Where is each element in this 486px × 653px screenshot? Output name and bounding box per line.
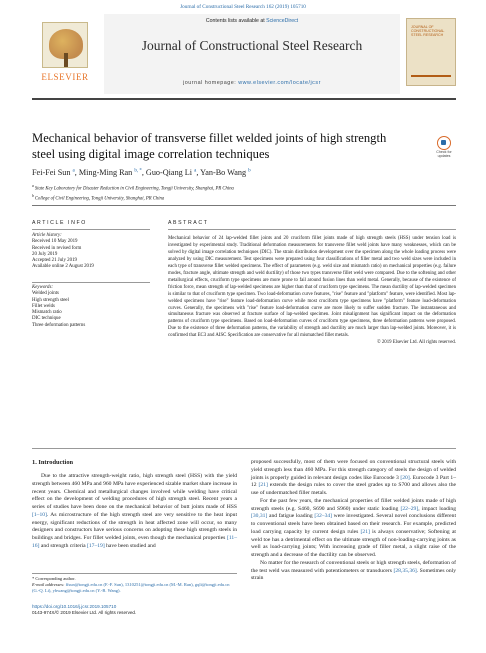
author-affiliation-marker[interactable]: b, * [134,168,142,174]
contents-prefix: Contents lists available at [205,18,267,24]
affiliation-line [32,193,456,203]
article-history [32,233,150,271]
author-affiliation-marker[interactable]: a [72,168,75,174]
intro-text: For the past few years, the mechanical properties of fillet welded joints made of high strength steels (e.g. S460, S690 and S960) under static loading [251,497,456,512]
copyright-notice: © 2019 Elsevier Ltd. All rights reserved. [376,340,456,346]
intro-text: and strength criteria [39,542,87,549]
keyword-item: Three deformation patterns [32,322,86,328]
intro-text: No matter for the research of conventional steels or high strength steels, deformation of the test weld was measured with potentiometers or transducers [251,559,456,574]
author-name[interactable]: Guo-Qiang Li [145,168,195,177]
issn-line: 0143-974X/© 2019 Elsevier Ltd. All rights reserved. [32,610,137,616]
intro-text: . Eurocode 3 Part 1–12 [251,474,457,489]
journal-header [32,14,456,94]
citation-link[interactable]: [32–34] [314,513,333,520]
header-divider [32,98,456,100]
elsevier-wordmark: ELSEVIER [41,72,89,82]
journal-reference[interactable]: Journal of Constructional Steel Research 162 (2019) 105710 [180,4,306,10]
homepage-prefix: journal homepage: [183,80,239,86]
email-list[interactable]: ffsun@tongji.edu.cn (F.-F. Sun), 1310251@tongji.edu.cn (M.-M. Ran), gqli@tongji.edu.cn (G.-Q. Li), ybwang@tongji.edu.cn (Y.-B. Wang). [32,582,230,594]
keywords-label: Keywords: [32,282,150,291]
intro-text: Due to the attractive strength-weight ratio, high strength steel (HSS) with the yield strength between 460 MPa and 960 MPa have experienced sizable market share increase in recent years. Chemical and metallurgical changes involved while welding have critical effect on the development of welding procedures of high strength steel. Recent years a series of studies have been done on the mechanical behavior of butt joints made of HSS [32,473,237,510]
citation-link[interactable]: [28,35,36] [393,567,417,574]
tree-icon [42,22,88,68]
author-affiliation-marker[interactable]: a [194,168,197,174]
intro-text: proposed successfully, most of them were focused on conventional structural steels with yield strength less than 460 MPa. For this strength category of steels the design of welded joints is properly guided in relevant design codes like Eurocode 3 [251,459,456,481]
keywords [32,282,150,329]
intro-text: . As microstructure of the high strength steel are very sensitive to the heat input energy, significant reductions of the strength in heat affected zone will occur, so many designers and constructors have serious concerns on adopting these high strength steels in buildings and bridges. For fillet welded joints, even though the mechanical properties [32,511,237,541]
author-separator: , [196,168,201,177]
affiliation-marker: b [32,193,35,198]
email-label: E-mail addresses: [32,582,65,588]
intro-text: is always conservative; Softening at weld toe has a detrimental effect on the ultimate strength of non-loading-carrying joints as well as load-carrying joints; With increasing grade of filler metal, a slight raise of the strength and a decrease of the ductility can be observed. [251,528,456,558]
intro-paragraph [32,473,237,551]
author-affiliation-marker[interactable]: b [248,168,251,174]
check-updates-icon [437,136,451,150]
journal-homepage [104,80,400,86]
intro-paragraph [251,498,456,560]
email-addresses [32,582,237,594]
intro-left-column [32,473,237,551]
keyword-item: Mismatch ratio [32,310,62,316]
journal-banner [104,14,400,94]
history-item: Available online 2 August 2019 [32,264,94,270]
elsevier-logo[interactable] [32,22,98,86]
affiliation-text: College of Civil Engineering, Tongji University, Shanghai, PR China [34,196,165,202]
keyword-item: Welded joints [32,291,59,297]
intro-paragraph [251,459,456,498]
corresponding-author-note: * Corresponding author. [32,576,76,581]
intro-text: , impact loading [418,505,456,512]
journal-title: Journal of Constructional Steel Research [141,38,363,53]
footnote [32,573,237,595]
doi-link[interactable]: https://doi.org/10.1016/j.jcsr.2019.105710 [32,604,117,609]
keyword-item: High strength steel [32,297,69,303]
authors-divider [32,205,456,206]
affiliation-marker: a [32,184,35,188]
citation-link[interactable]: [21] [360,528,370,535]
intro-text: and fatigue loading [267,513,315,520]
intro-text: were investigated. Several novel conclusions different to conventional steels have been obtained based on their research. For example, predicted load carrying capacity by current design rules [251,513,456,535]
cover-title: JOURNAL OF CONSTRUCTIONAL STEEL RESEARCH [411,25,445,38]
history-label: Article history: [32,233,62,238]
homepage-link[interactable]: www.elsevier.com/locate/jcsr [238,80,321,86]
keyword-item: DIC technique [32,316,61,322]
citation-link[interactable]: [11–16] [32,535,237,549]
abstract-heading: ABSTRACT [168,220,209,226]
author-name[interactable]: Yan-Bo Wang [200,168,249,177]
cover-decoration [411,75,451,77]
author-name[interactable]: Ming-Ming Ran [78,168,135,177]
history-item: 20 July 2019 [32,251,58,257]
keyword-item: Fillet welds [32,303,55,309]
citation-link[interactable]: [22–29] [400,505,419,512]
abstract-text: Mechanical behavior of 24 lap-welded fillet joints and 20 cruciform fillet joints made of high strength steels (HSS) under tension load is investigated by experimental study. Traditional deformation measurements for transverse fillet weld joints have many weaknesses, which can be solved by digital image correlation techniques (DIC). The strain distribution development over the specimen along the whole loading process were analyzed by using DIC measurement. Test specimens were prepared using four classifications of filler metal and two weld sizes were included in each type of transverse fillet welded specimens. The effect of parameters (e.g. weld size and mismatch ratio) on mechanical properties (e.g. failure modes, fracture angle, ultimate strength and weld ductility) of those two types transverse fillet weld were compared. Due to the softening and other metallurgical effects, cruciform type specimens are more prone to fail around fusion lines than weld metal. Generally, because of the existence of friction force, mean strength of lap-welded specimens are higher than that of cruciform type specimens. The mean ductility of lap-welded specimen is similar to that of cruciform type specimen. Two load-deformation curve features, "rise" feature and "platform" feature, were identified. Most lap-welded specimens have "rise" feature load-deformation curve while most cruciform type specimens have "platform" feature load-deformation curves. Generally, the specimens with "rise" feature load-deformation curve are more likely to suffer sudden fracture. The instantaneous and simultaneous fracture was observed at fracture surface of lap-welded specimen. Joint misalignment has significant impact on the deformation patterns of cruciform type specimens. Based on load-deformation curves of cruciform type specimens, three deformation patterns were proposed. Due to the existence of three deformation patterns, the variability of strength and ductility are much larger than lap-welded joints. Moreover, it is confirmed that EC3 and AISC Specification are conservative for all mismatched fillet metals. [168,236,456,339]
author-separator: , [141,168,146,177]
abstract-divider [32,448,456,449]
author-name[interactable]: Fei-Fei Sun [32,168,73,177]
check-updates-label: Check for updates [436,150,452,158]
intro-paragraph [251,560,456,583]
journal-cover-thumbnail[interactable] [406,18,456,86]
affiliation-line [32,183,456,193]
history-item: Accepted 21 July 2019 [32,258,77,264]
article-info-heading: ARTICLE INFO [32,220,87,226]
citation-link[interactable]: [30,31] [251,513,268,520]
citation-link[interactable]: [1–10] [32,511,47,518]
abstract-body [168,236,456,347]
paper-title: Mechanical behavior of transverse fillet welded joints of high strength steel using digital image correlation techniques [32,131,387,161]
affiliation-text: State Key Laboratory for Disaster Reduction in Civil Engineering, Tongji University, Shanghai, PR China [34,186,234,192]
section-heading-introduction: 1. Introduction [32,459,74,466]
history-item: Received 10 May 2019 [32,239,78,245]
intro-text: extends the design rules to cover the steel grades up to S700 and allows also the use of undermatched filler metals. [251,482,457,496]
intro-text: have been studied and [104,542,156,549]
doi-block [32,604,332,617]
author-list [32,168,456,177]
intro-text: . Sometimes only strain [251,567,456,582]
sciencedirect-link[interactable]: ScienceDirect [266,18,299,24]
citation-link[interactable]: [21] [258,482,268,489]
affiliations [32,183,456,202]
contents-line [104,18,400,24]
article-info-rule [32,229,150,230]
check-for-updates-badge[interactable] [434,136,454,164]
abstract-rule [168,229,456,230]
citation-link[interactable]: [17–19] [87,542,105,549]
citation-link[interactable]: [20] [400,474,410,481]
intro-right-column [251,459,456,583]
history-item: Received in revised form [32,245,82,251]
author-separator: , [74,168,79,177]
